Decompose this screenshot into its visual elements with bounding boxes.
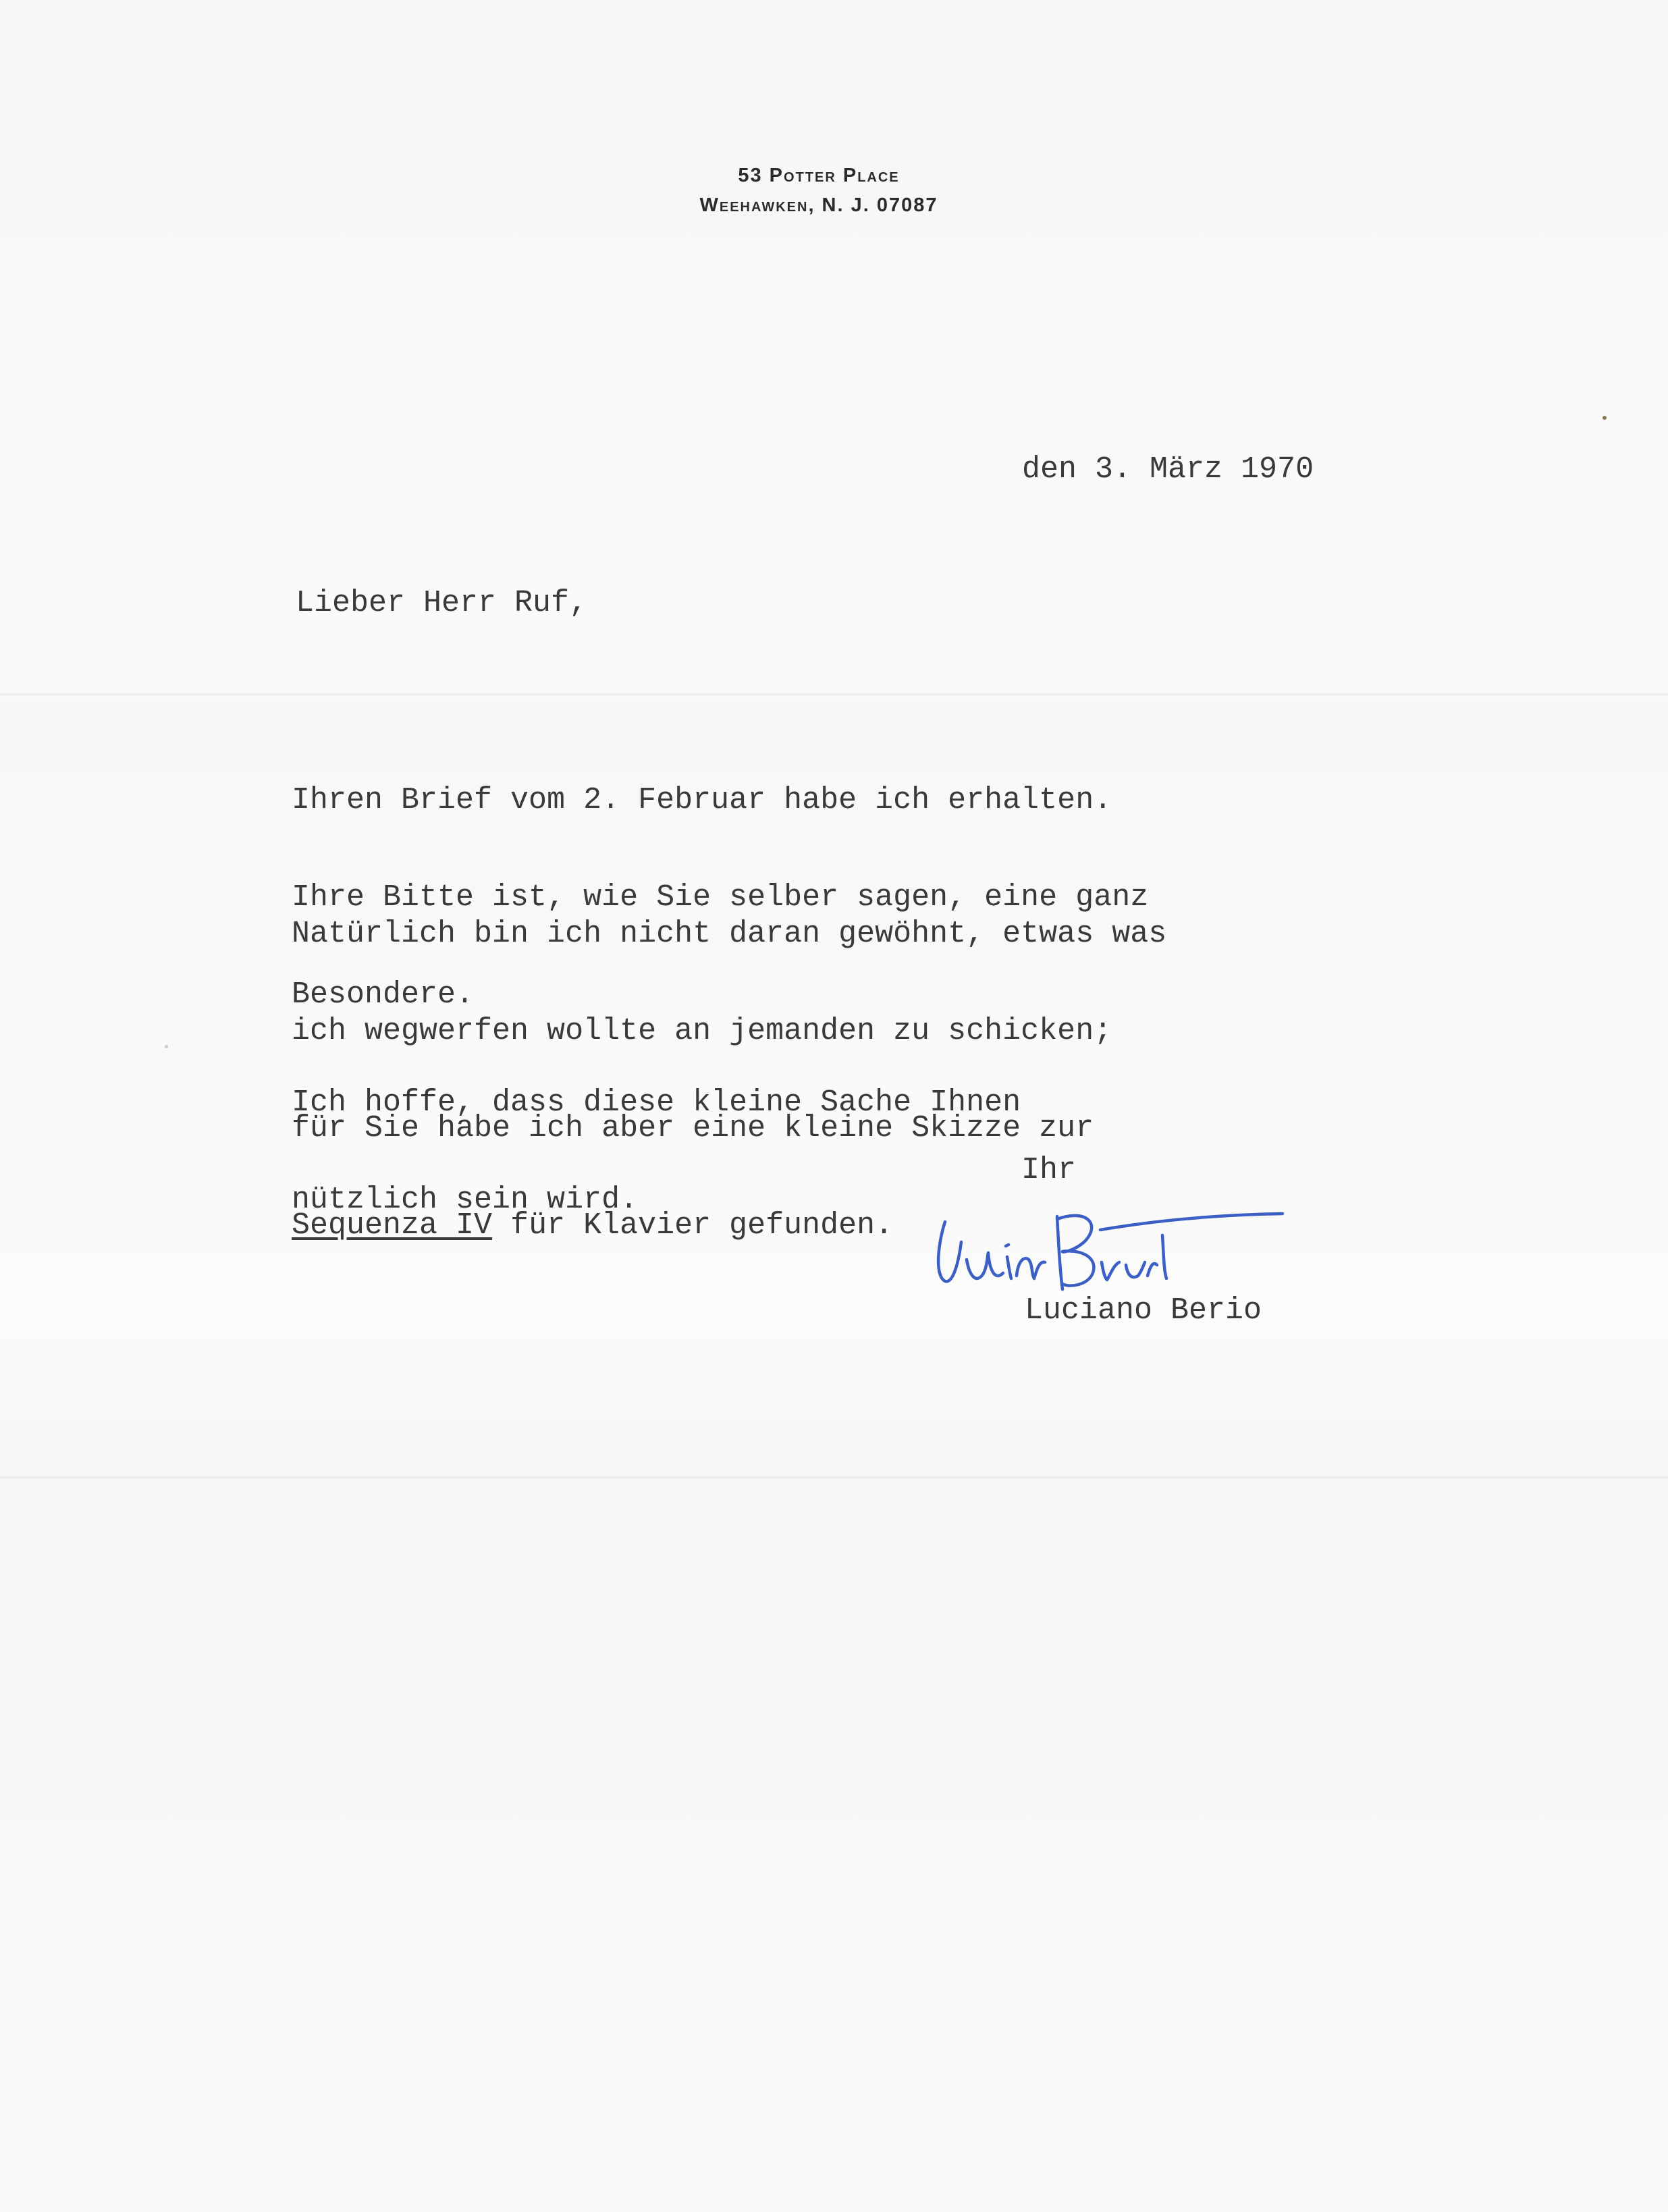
paragraph-2-line: ich wegwerfen wollte an jemanden zu schicken; xyxy=(292,1014,1112,1048)
paragraph-2-line-tail: für Klavier gefunden. xyxy=(492,1208,894,1243)
paragraph-3-line: Ich hoffe, dass diese kleine Sache Ihnen xyxy=(292,1085,1021,1120)
work-title: Sequenza IV xyxy=(292,1208,493,1243)
letterhead-address xyxy=(0,161,1638,220)
paragraph-3-line: nützlich sein wird. xyxy=(292,1183,639,1217)
salutation: Lieber Herr Ruf, xyxy=(296,586,588,620)
signer-name: Luciano Berio xyxy=(1025,1293,1262,1328)
closing: Ihr xyxy=(1021,1153,1077,1187)
letter-date: den 3. März 1970 xyxy=(1022,452,1314,487)
paragraph-2-line: für Sie habe ich aber eine kleine Skizze zur xyxy=(292,1111,1094,1145)
paragraph-2-line: Natürlich bin ich nicht daran gewöhnt, etwas was xyxy=(292,917,1167,951)
paragraph-1-line: Ihre Bitte ist, wie Sie selber sagen, eine ganz xyxy=(292,880,1149,915)
paper-speck xyxy=(165,1045,168,1048)
paragraph-3 xyxy=(292,1022,1021,1281)
paragraph-1-line: Besondere. xyxy=(292,977,475,1012)
paper-speck xyxy=(1603,416,1607,420)
handwritten-signature xyxy=(925,1195,1303,1303)
paragraph-1-line: Ihren Brief vom 2. Februar habe ich erhalten. xyxy=(292,783,1112,817)
letterhead-city: Weehawken, N. J. 07087 xyxy=(699,194,938,216)
paper-fold-upper xyxy=(0,693,1668,697)
paper-fold-lower xyxy=(0,1476,1668,1480)
letterhead-street: 53 Potter Place xyxy=(738,165,900,186)
